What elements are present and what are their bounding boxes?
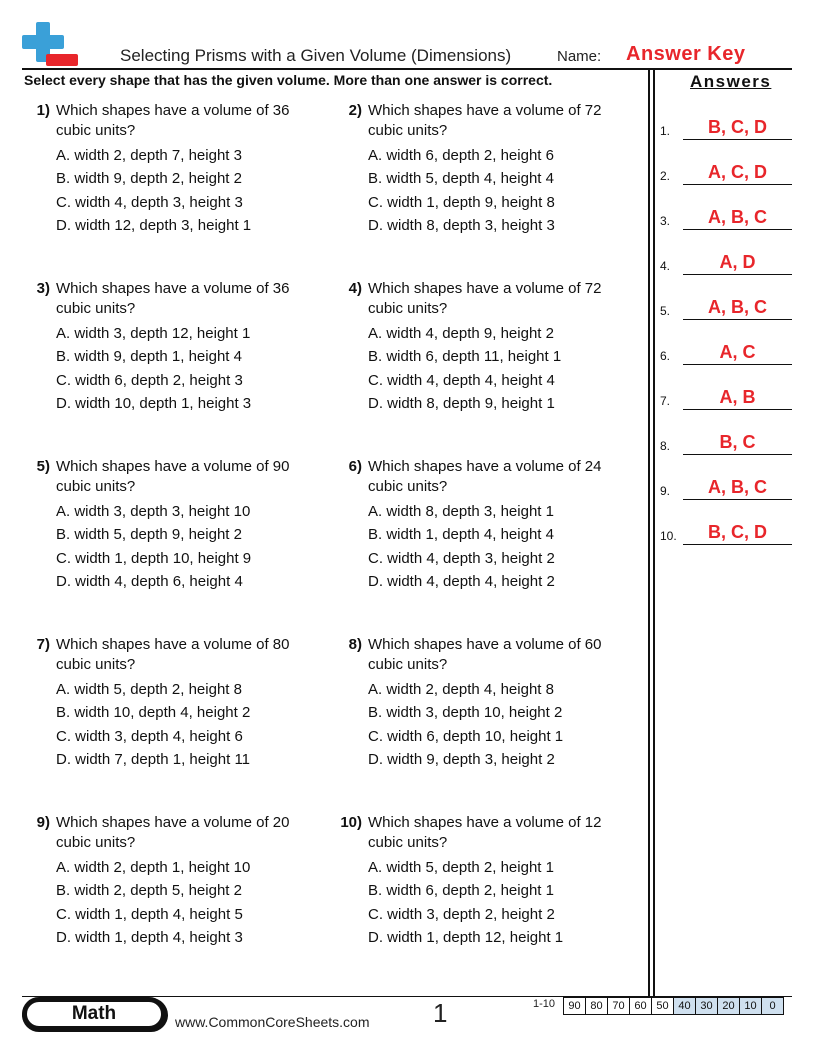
option-a: A. width 5, depth 2, height 1 [368, 859, 554, 876]
option-b: B. width 5, depth 4, height 4 [368, 170, 554, 188]
option-b: B. width 6, depth 2, height 1 [368, 882, 554, 900]
option-c: C. width 4, depth 4, height 4 [368, 371, 555, 389]
answer-number: 6. [660, 349, 671, 363]
option-a: A. width 8, depth 3, height 1 [368, 503, 554, 520]
answer-value: A, B, C [707, 477, 767, 497]
question-text: Which shapes have a volume of 60 cubic units? [368, 636, 602, 673]
score-range-label: 1-10 [533, 998, 556, 1010]
question-text: Which shapes have a volume of 36 cubic units? [56, 102, 290, 139]
option-d: D. width 12, depth 3, height 1 [56, 216, 252, 234]
question-number: 1) [36, 102, 50, 119]
option-d: D. width 7, depth 1, height 11 [56, 750, 251, 768]
option-a: A. width 2, depth 1, height 10 [56, 859, 251, 876]
answer-line [683, 274, 792, 275]
option-b: B. width 5, depth 9, height 2 [56, 526, 242, 544]
question-number: 4) [348, 280, 362, 297]
question-number: 10) [340, 814, 362, 831]
option-list [56, 858, 250, 951]
option-a: A. width 4, depth 9, height 2 [368, 325, 554, 342]
option-c: C. width 3, depth 2, height 2 [368, 905, 555, 923]
option-c: C. width 6, depth 10, height 1 [368, 727, 564, 745]
header-divider [22, 68, 792, 70]
question-text: Which shapes have a volume of 36 cubic units? [56, 280, 290, 317]
answer-line [683, 319, 792, 320]
score-cell: 50 [651, 997, 674, 1015]
option-d: D. width 4, depth 6, height 4 [56, 572, 243, 590]
score-cell: 60 [629, 997, 652, 1015]
answer-key-label: Answer Key [626, 43, 746, 65]
answer-row-7 [660, 382, 795, 410]
answer-number: 7. [660, 394, 671, 408]
answer-line [683, 184, 792, 185]
answer-line [683, 139, 792, 140]
question-number: 9) [36, 814, 50, 831]
subject-badge: Math [24, 999, 164, 1029]
answer-value: A, C [719, 342, 756, 362]
answer-value: A, B, C [707, 297, 767, 317]
answer-line [683, 364, 792, 365]
website-url: www.CommonCoreSheets.com [175, 1014, 370, 1030]
question-text: Which shapes have a volume of 12 cubic units? [368, 814, 602, 851]
answer-row-10 [660, 517, 795, 545]
answer-row-4 [660, 247, 795, 275]
answer-number: 3. [660, 214, 671, 228]
answer-line [683, 229, 792, 230]
answer-row-3 [660, 202, 795, 230]
answer-number: 5. [660, 304, 671, 318]
option-a: A. width 5, depth 2, height 8 [56, 681, 242, 698]
answer-row-5 [660, 292, 795, 320]
option-d: D. width 8, depth 3, height 3 [368, 216, 555, 234]
score-cell: 30 [695, 997, 718, 1015]
option-c: C. width 1, depth 9, height 8 [368, 193, 555, 211]
option-c: C. width 4, depth 3, height 2 [368, 549, 555, 567]
answer-value: A, B [719, 387, 756, 407]
option-list [56, 502, 251, 595]
option-c: C. width 1, depth 10, height 9 [56, 549, 252, 567]
score-cell: 0 [761, 997, 784, 1015]
score-cell: 80 [585, 997, 608, 1015]
answer-value: A, D [719, 252, 756, 272]
column-divider [648, 68, 650, 998]
answer-row-6 [660, 337, 795, 365]
answer-number: 10. [660, 529, 677, 543]
answer-number: 8. [660, 439, 671, 453]
option-a: A. width 3, depth 3, height 10 [56, 503, 251, 520]
plus-minus-logo-icon [22, 22, 80, 70]
option-d: D. width 1, depth 12, height 1 [368, 928, 564, 946]
option-list [368, 146, 555, 239]
option-list [56, 146, 251, 239]
answer-row-8 [660, 427, 795, 455]
answer-number: 1. [660, 124, 671, 138]
question-text: Which shapes have a volume of 72 cubic units? [368, 102, 602, 139]
option-d: D. width 8, depth 9, height 1 [368, 394, 555, 412]
score-table [564, 997, 784, 1015]
worksheet-title: Selecting Prisms with a Given Volume (Dimensions) [120, 46, 512, 65]
option-c: C. width 6, depth 2, height 3 [56, 371, 243, 389]
option-b: B. width 6, depth 11, height 1 [368, 348, 562, 366]
answers-heading: Answers [690, 72, 772, 91]
option-d: D. width 9, depth 3, height 2 [368, 750, 555, 768]
answer-value: B, C, D [707, 522, 767, 542]
question-number: 5) [36, 458, 50, 475]
question-number: 7) [36, 636, 50, 653]
question-text: Which shapes have a volume of 24 cubic units? [368, 458, 602, 495]
option-b: B. width 2, depth 5, height 2 [56, 882, 242, 900]
answer-number: 9. [660, 484, 671, 498]
question-text: Which shapes have a volume of 80 cubic units? [56, 636, 290, 673]
answer-line [683, 454, 792, 455]
option-b: B. width 9, depth 1, height 4 [56, 348, 242, 366]
option-a: A. width 3, depth 12, height 1 [56, 325, 251, 342]
question-text: Which shapes have a volume of 72 cubic units? [368, 280, 602, 317]
answer-value: B, C, D [707, 117, 767, 137]
answer-number: 4. [660, 259, 671, 273]
question-number: 2) [348, 102, 362, 119]
score-cell: 70 [607, 997, 630, 1015]
question-number: 3) [36, 280, 50, 297]
option-list [368, 324, 561, 417]
question-number: 6) [348, 458, 362, 475]
option-c: C. width 1, depth 4, height 5 [56, 905, 243, 923]
answer-line [683, 409, 792, 410]
option-list [368, 680, 563, 773]
question-number: 8) [348, 636, 362, 653]
option-b: B. width 3, depth 10, height 2 [368, 704, 563, 722]
option-c: C. width 3, depth 4, height 6 [56, 727, 243, 745]
option-b: B. width 9, depth 2, height 2 [56, 170, 242, 188]
question-text: Which shapes have a volume of 90 cubic units? [56, 458, 290, 495]
option-a: A. width 2, depth 7, height 3 [56, 147, 242, 164]
option-list [368, 858, 563, 951]
option-list [56, 680, 250, 773]
answer-value: B, C [719, 432, 756, 452]
option-list [368, 502, 555, 595]
answer-line [683, 499, 792, 500]
option-c: C. width 4, depth 3, height 3 [56, 193, 243, 211]
score-cell: 20 [717, 997, 740, 1015]
option-d: D. width 1, depth 4, height 3 [56, 928, 243, 946]
answer-row-9 [660, 472, 795, 500]
instructions: Select every shape that has the given volume. More than one answer is correct. [24, 72, 553, 88]
answer-row-2 [660, 157, 795, 185]
answer-value: A, C, D [707, 162, 767, 182]
option-d: D. width 10, depth 1, height 3 [56, 394, 252, 412]
answer-value: A, B, C [707, 207, 767, 227]
column-divider [653, 68, 655, 998]
answer-number: 2. [660, 169, 671, 183]
option-b: B. width 10, depth 4, height 2 [56, 704, 251, 722]
score-cell: 40 [673, 997, 696, 1015]
option-a: A. width 2, depth 4, height 8 [368, 681, 554, 698]
option-d: D. width 4, depth 4, height 2 [368, 572, 555, 590]
answer-line [683, 544, 792, 545]
score-cell: 10 [739, 997, 762, 1015]
name-label: Name: [557, 48, 602, 65]
answer-row-1 [660, 112, 795, 140]
option-list [56, 324, 251, 417]
question-text: Which shapes have a volume of 20 cubic units? [56, 814, 290, 851]
option-b: B. width 1, depth 4, height 4 [368, 526, 554, 544]
score-cell: 90 [563, 997, 586, 1015]
option-a: A. width 6, depth 2, height 6 [368, 147, 554, 164]
page-number: 1 [433, 998, 448, 1028]
